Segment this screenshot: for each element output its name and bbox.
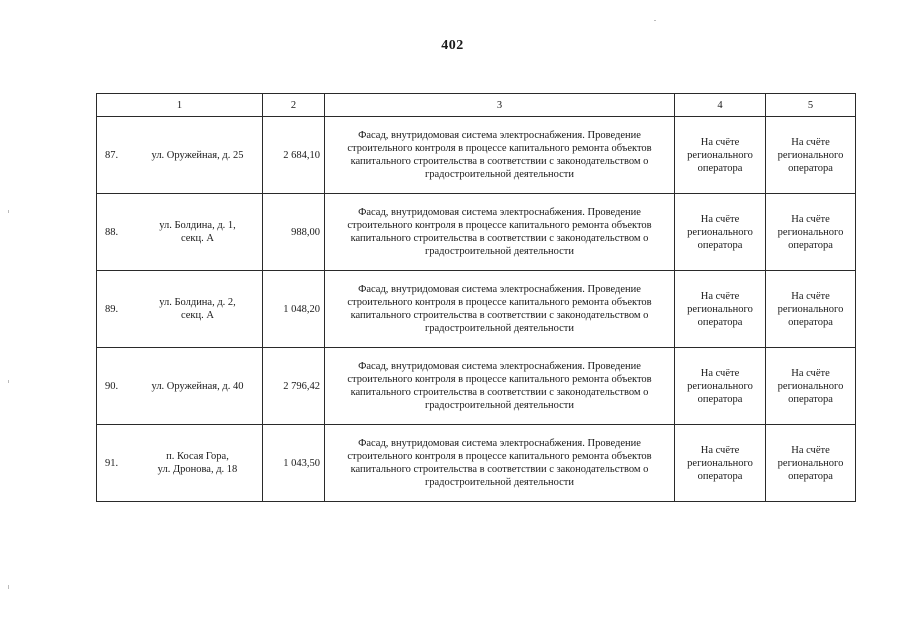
area-value: 1 043,50 <box>263 425 325 502</box>
column-header-4: 4 <box>675 94 766 117</box>
page-number: 402 <box>441 38 464 53</box>
area-value: 1 048,20 <box>263 271 325 348</box>
table-row <box>97 348 856 425</box>
funding-source-col4: На счёте регионального оператора <box>675 194 766 271</box>
column-header-5: 5 <box>766 94 856 117</box>
funding-source-col5: На счёте регионального оператора <box>766 348 856 425</box>
area-value: 2 684,10 <box>263 117 325 194</box>
works-description: Фасад, внутридомовая система электроснабжения. Проведение строительного контроля в процессе капитального ремонта объектов капитального строительства в соответствии с законодательством о градостроительной деятельности <box>325 194 675 271</box>
works-description: Фасад, внутридомовая система электроснабжения. Проведение строительного контроля в процессе капитального ремонта объектов капитального строительства в соответствии с законодательством о градостроительной деятельности <box>325 271 675 348</box>
address: ул. Болдина, д. 1, секц. А <box>159 220 236 244</box>
funding-source-col4: На счёте регионального оператора <box>675 425 766 502</box>
area-value: 988,00 <box>263 194 325 271</box>
address-cell <box>97 117 263 194</box>
column-header-3: 3 <box>325 94 675 117</box>
works-description: Фасад, внутридомовая система электроснабжения. Проведение строительного контроля в процессе капитального ремонта объектов капитального строительства в соответствии с законодательством о градостроительной деятельности <box>325 348 675 425</box>
table-row <box>97 425 856 502</box>
scan-artifact <box>8 210 9 213</box>
row-number: 91. <box>105 457 119 469</box>
table-row <box>97 271 856 348</box>
funding-source-col4: На счёте регионального оператора <box>675 271 766 348</box>
area-value: 2 796,42 <box>263 348 325 425</box>
funding-source-col4: На счёте регионального оператора <box>675 348 766 425</box>
address-cell <box>97 271 263 348</box>
funding-source-col5: На счёте регионального оператора <box>766 194 856 271</box>
table-header-row <box>97 94 856 117</box>
address: ул. Оружейная, д. 40 <box>151 380 244 392</box>
row-number: 90. <box>105 380 119 392</box>
row-number: 89. <box>105 303 119 315</box>
row-number: 88. <box>105 226 119 238</box>
works-description: Фасад, внутридомовая система электроснабжения. Проведение строительного контроля в процессе капитального ремонта объектов капитального строительства в соответствии с законодательством о градостроительной деятельности <box>325 117 675 194</box>
works-description: Фасад, внутридомовая система электроснабжения. Проведение строительного контроля в процессе капитального ремонта объектов капитального строительства в соответствии с законодательством о градостроительной деятельности <box>325 425 675 502</box>
table-row <box>97 117 856 194</box>
scan-artifact <box>654 20 656 21</box>
table-row <box>97 194 856 271</box>
column-header-1: 1 <box>97 94 263 117</box>
funding-source-col4: На счёте регионального оператора <box>675 117 766 194</box>
scan-artifact <box>8 380 9 383</box>
address-cell <box>97 348 263 425</box>
address: ул. Оружейная, д. 25 <box>151 149 244 161</box>
column-header-2: 2 <box>263 94 325 117</box>
address-cell <box>97 194 263 271</box>
repair-schedule-table <box>96 93 856 502</box>
address: п. Косая Гора, ул. Дронова, д. 18 <box>157 451 238 475</box>
funding-source-col5: На счёте регионального оператора <box>766 425 856 502</box>
address-cell <box>97 425 263 502</box>
funding-source-col5: На счёте регионального оператора <box>766 271 856 348</box>
scan-artifact <box>8 585 9 589</box>
funding-source-col5: На счёте регионального оператора <box>766 117 856 194</box>
address: ул. Болдина, д. 2, секц. А <box>159 297 236 321</box>
row-number: 87. <box>105 149 119 161</box>
